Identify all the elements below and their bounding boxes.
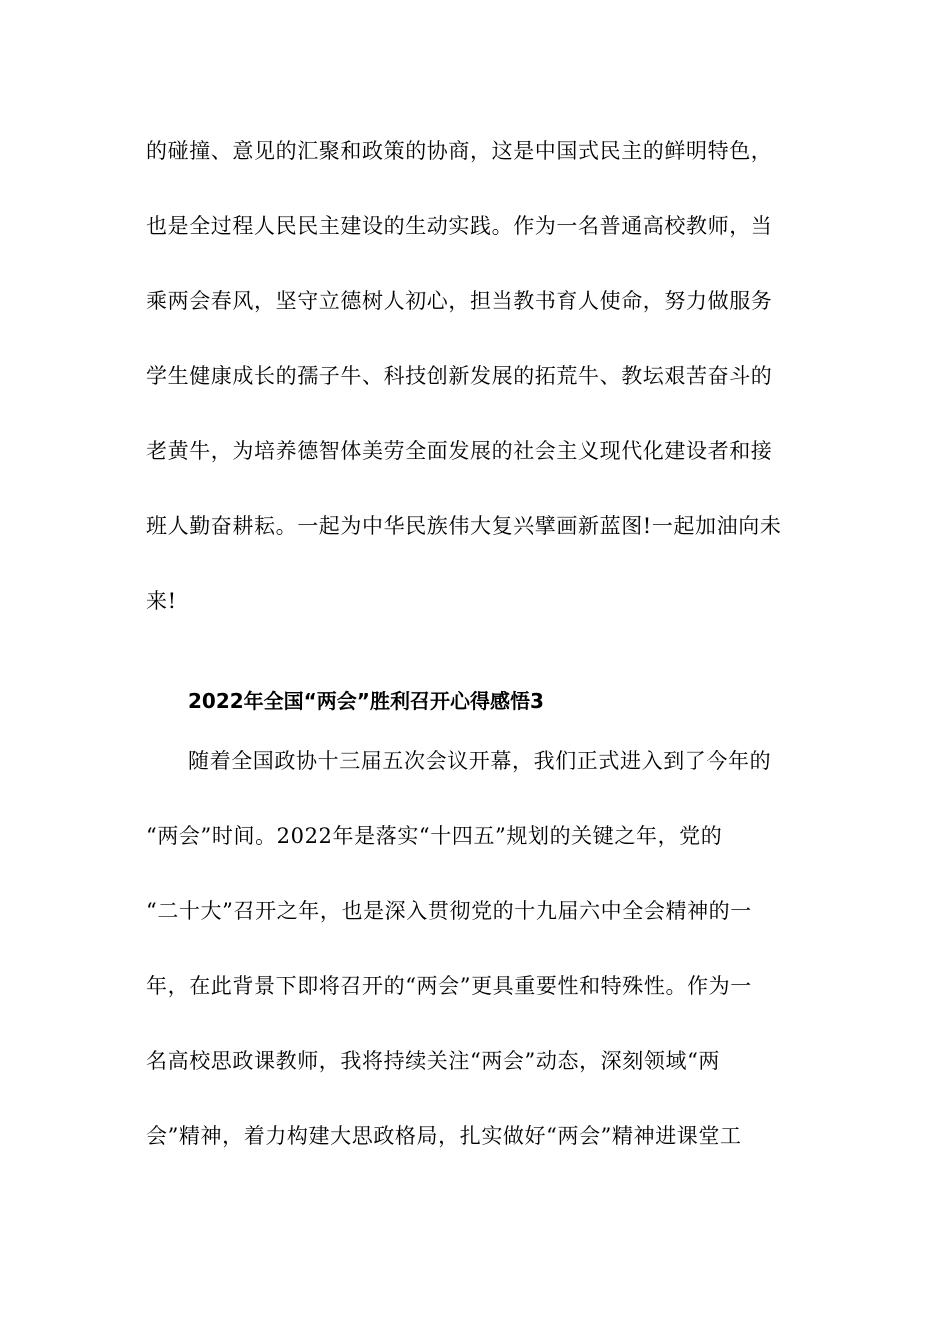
paragraph-line: 学生健康成长的孺子牛、科技创新发展的拓荒牛、教坛艰苦奋斗的: [146, 364, 773, 388]
paragraph-line: 随着全国政协十三届五次会议开幕，我们正式进入到了今年的: [188, 749, 772, 773]
paragraph-line: 班人勤奋耕耘。一起为中华民族伟大复兴擘画新蓝图!一起加油向未: [146, 514, 782, 538]
paragraph-line: 名高校思政课教师，我将持续关注“两会”动态，深刻领域“两: [146, 1049, 721, 1073]
paragraph-line: 会”精神，着力构建大思政格局，扎实做好“两会”精神进课堂工: [146, 1124, 742, 1148]
paragraph-line: 来!: [146, 589, 177, 613]
paragraph-line: “二十大”召开之年，也是深入贯彻党的十九届六中全会精神的一: [146, 899, 752, 923]
paragraph-line: 的碰撞、意见的汇聚和政策的协商，这是中国式民主的鲜明特色，: [146, 139, 773, 163]
paragraph-line: 也是全过程人民民主建设的生动实践。作为一名普通高校教师，当: [146, 214, 773, 238]
paragraph-line: 老黄牛，为培养德智体美劳全面发展的社会主义现代化建设者和接: [146, 439, 773, 463]
paragraph-line: 年，在此背景下即将召开的“两会”更具重要性和特殊性。作为一: [146, 974, 752, 998]
paragraph-line: “两会”时间。2022年是落实“十四五”规划的关键之年，党的: [146, 824, 723, 848]
section-heading: 2022年全国“两会”胜利召开心得感悟3: [188, 689, 544, 713]
paragraph-line: 乘两会春风，坚守立德树人初心，担当教书育人使命，努力做服务: [146, 289, 773, 313]
